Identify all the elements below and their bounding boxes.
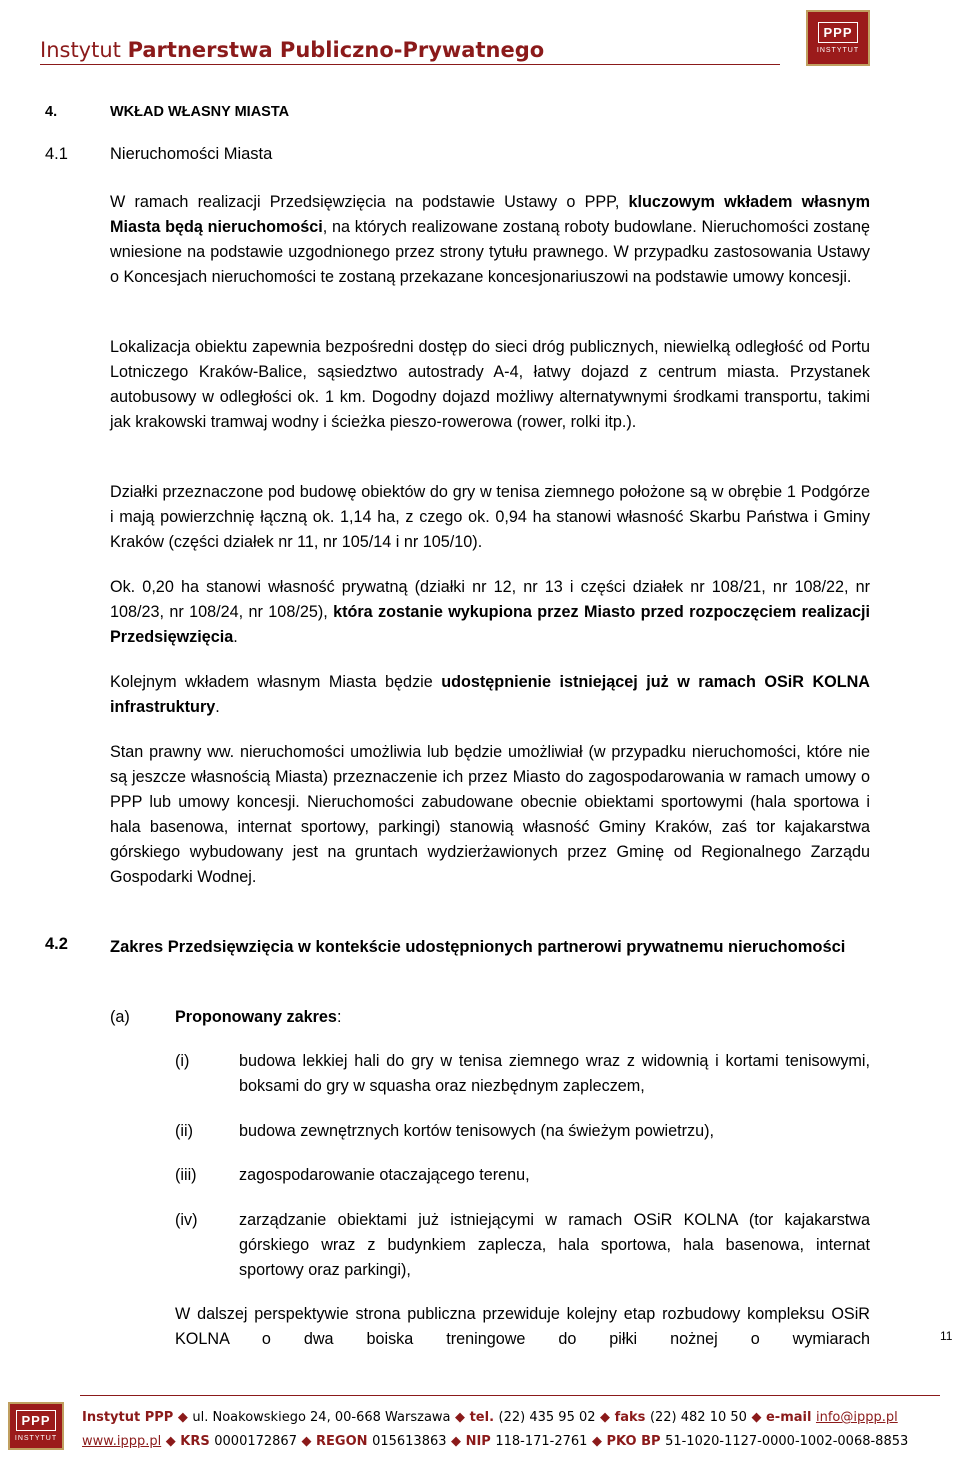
logo-mark: PPP [818, 22, 857, 43]
header-title-part: Instytut [40, 38, 128, 62]
item-ii-text: budowa zewnętrznych kortów tenisowych (na świeżym powietrzu), [239, 1122, 715, 1140]
header-title [40, 38, 544, 62]
item-iii-text: zagospodarowanie otaczającego terenu, [239, 1166, 530, 1184]
section-4-2-title: Zakres Przedsięwzięcia w kontekście udostępnionych partnerowi prywatnemu nieruchomości [110, 938, 846, 956]
footer-divider [80, 1395, 940, 1396]
paragraph-6: Stan prawny ww. nieruchomości umożliwia lub będzie umożliwiał (w przypadku nieruchomości, które nie są jeszcze własnością Miasta) przeznaczenie ich przez Miasto do zagospodarowania w ramach umowy o PPP lub umowy koncesji. Nieruchomości zabudowane obecnie obiektami sportowymi (hala sportowa i hala basenowa, internat sportowy, parkingi) stanowią własność Gminy Kraków, zaś tor kajakarstwa górskiego wybudowany jest na gruntach wydzierżawionych przez Gminę od Regionalnego Zarządu Gospodarki Wodnej. [110, 743, 870, 886]
item-ii-number: (ii) [175, 1122, 193, 1140]
page-number: 11 [940, 1329, 953, 1343]
section-4-title: WKŁAD WŁASNY MIASTA [110, 104, 290, 120]
footer-line-2: www.ippp.pl ◆ KRS 0000172867 ◆ REGON 015613863 ◆ NIP 118-171-2761 ◆ PKO BP 51-1020-1127-0000-1002-0068-8853 [82, 1434, 909, 1449]
section-4-number: 4. [45, 104, 58, 120]
footer-www-link[interactable]: www.ippp.pl [82, 1434, 162, 1449]
item-iv-text: zarządzanie obiektami już istniejącymi w ramach OSiR KOLNA (tor kajakarstwa górskiego wraz z budynkiem zaplecza, hala sportowa, hala basenowa, internat sportowy oraz parkingi), [239, 1211, 870, 1279]
paragraph-7: W dalszej perspektywie strona publiczna przewiduje kolejny etap rozbudowy kompleksu OSiR KOLNA o dwa boiska treningowe do piłki nożnej o wymiarach [175, 1305, 870, 1348]
item-a-title: Proponowany zakres: [175, 1008, 342, 1026]
footer-line-1: Instytut PPP ◆ ul. Noakowskiego 24, 00-668 Warszawa ◆ tel. (22) 435 95 02 ◆ faks (22) 482 10 50 ◆ e-mail info@ippp.pl [82, 1410, 898, 1425]
paragraph-2: Lokalizacja obiektu zapewnia bezpośredni dostęp do sieci dróg publicznych, niewielką odległość od Portu Lotniczego Kraków-Balice, sąsiedztwo autostrady A-4, łatwy dojazd z centrum miasta. Przystanek autobusowy w odległości ok. 1 km. Dogodny dojazd możliwy alternatywnymi środkami transportu, takimi jak krakowski tramwaj wodny i ścieżka pieszo-rowerowa (rower, rolki itp.). [110, 338, 870, 431]
logo-mark-footer: PPP [16, 1410, 55, 1431]
item-i-number: (i) [175, 1052, 190, 1070]
paragraph-4: Ok. 0,20 ha stanowi własność prywatną (działki nr 12, nr 13 i części działek nr 108/21, nr 108/22, nr 108/23, nr 108/24, nr 108/25), która zostanie wykupiona przez Miasto przed rozpoczęciem realizacji Przedsięwzięcia. [110, 578, 870, 646]
footer-email-link[interactable]: info@ippp.pl [815, 1410, 898, 1425]
paragraph-3: Działki przeznaczone pod budowę obiektów do gry w tenisa ziemnego położone są w obrębie 1 Podgórze i mają powierzchnię łączną ok. 1,14 ha, z czego ok. 0,94 ha stanowi własność Skarbu Państwa i Gminy Kraków (części działek nr 11, nr 105/14 i nr 105/10). [110, 483, 870, 551]
paragraph-1: W ramach realizacji Przedsięwzięcia na podstawie Ustawy o PPP, kluczowym wkładem własnym Miasta będą nieruchomości, na których realizowane zostaną roboty budowlane. Nieruchomości zostanę wniesione na podstawie uzgodnionego przez strony tytułu prawnego. W przypadku zastosowania Ustawy o Koncesjach nieruchomości te zostaną przekazane koncesjonariuszowi na podstawie umowy koncesji. [110, 193, 870, 286]
header-divider [40, 64, 780, 65]
paragraph-5: Kolejnym wkładem własnym Miasta będzie udostępnienie istniejącej już w ramach OSiR KOLNA infrastruktury. [110, 673, 870, 716]
ppp-logo [806, 10, 870, 66]
item-i-text: budowa lekkiej hali do gry w tenisa ziemnego wraz z widownią i kortami tenisowymi, boksami do gry w squasha oraz niezbędnym zapleczem, [239, 1052, 870, 1095]
ppp-logo-footer [8, 1402, 64, 1450]
header-title-bold: Partnerstwa Publiczno-Prywatnego [127, 38, 545, 62]
section-4-2-number: 4.2 [45, 935, 68, 953]
item-a-label: (a) [110, 1008, 130, 1026]
logo-sub-footer: INSTYTUT [14, 1435, 58, 1442]
item-iv-number: (iv) [175, 1211, 198, 1229]
item-iii-number: (iii) [175, 1166, 197, 1184]
section-4-1-number: 4.1 [45, 145, 68, 163]
logo-sub: INSTYTUT [816, 47, 860, 54]
section-4-1-title: Nieruchomości Miasta [110, 145, 273, 163]
